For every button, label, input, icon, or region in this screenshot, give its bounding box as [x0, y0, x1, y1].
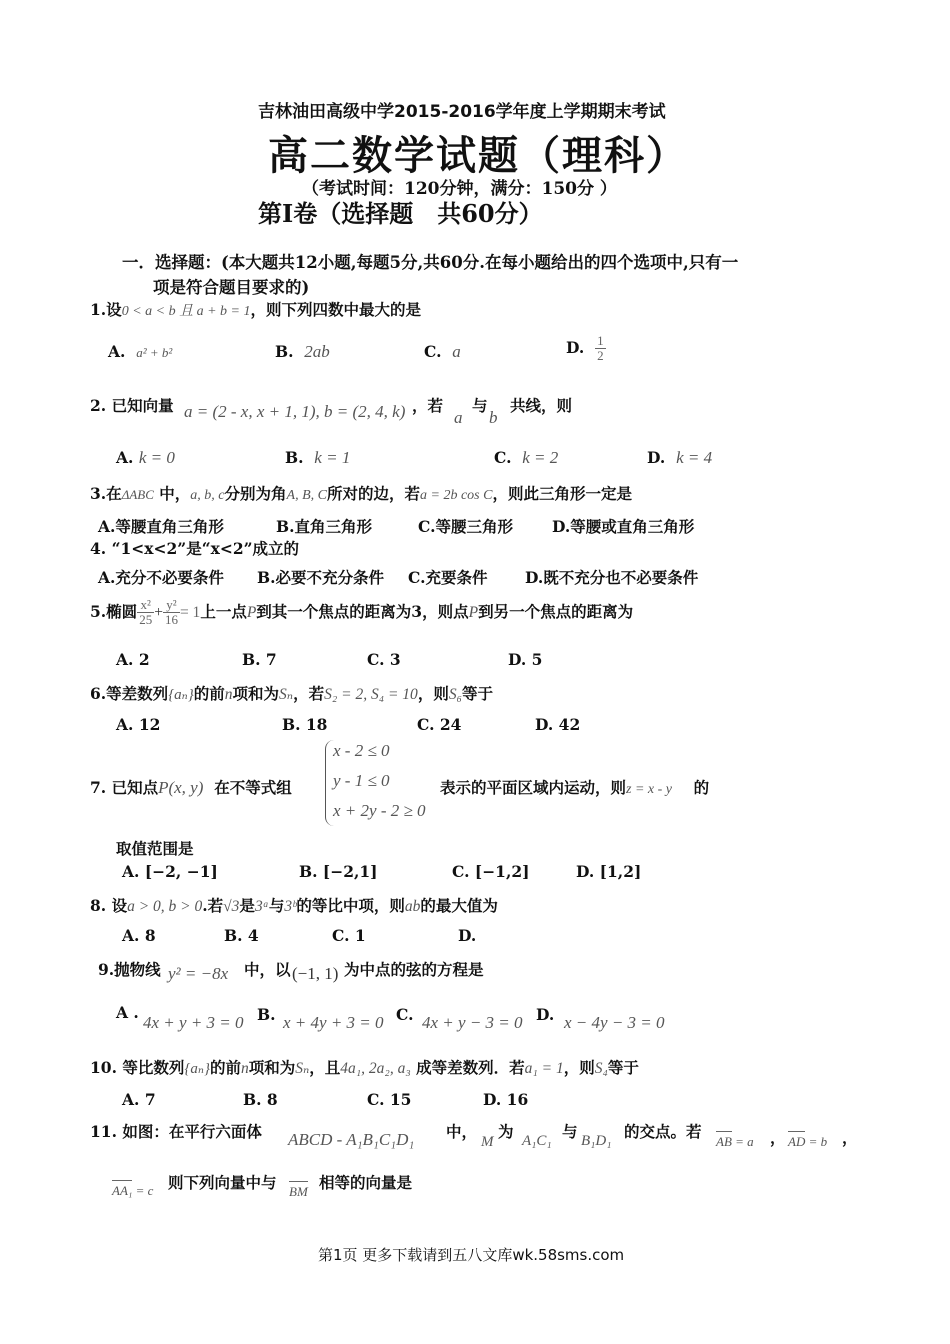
- q10-option-d: D. 16: [483, 1090, 529, 1109]
- q1-option-c: C. a: [424, 342, 461, 361]
- q11-vector-ab: AB = a: [716, 1134, 754, 1149]
- q7-text: 表示的平面区域内运动，则z = x - y 的: [440, 778, 710, 797]
- instruction-line-2: 项是符合题目要求的): [153, 278, 310, 297]
- q11-text-6: 相等的向量是: [319, 1173, 413, 1192]
- q2-with: 与: [472, 396, 488, 415]
- q2-vector-a: a: [454, 408, 463, 427]
- question-10: 10. 等比数列{aₙ}的前n项和为Sₙ，且4a₁, 2a₂, a₃ 成等差数列．若a₁ = 1，则S₄等于: [90, 1058, 639, 1077]
- q4-option-a: A.充分不必要条件: [98, 568, 224, 587]
- exam-info: （考试时间：120分钟，满分：150分 ）: [302, 179, 617, 199]
- q9-option-b: x + 4y + 3 = 0: [283, 1013, 384, 1032]
- q9-label-d: D.: [536, 1005, 555, 1024]
- q3-option-b: B.直角三角形: [276, 517, 372, 536]
- q7-option-d: D. [1,2]: [576, 862, 642, 881]
- q7-inequality-3: x + 2y - 2 ≥ 0: [333, 801, 426, 820]
- q10-option-b: B. 8: [243, 1090, 278, 1109]
- q11-comma-1: ，: [770, 1128, 786, 1147]
- q4-option-d: D.既不充分也不必要条件: [525, 568, 699, 587]
- page-footer: 第1页 更多下载请到五八文库wk.58sms.com: [318, 1246, 625, 1264]
- q6-option-b: B. 18: [282, 715, 328, 734]
- q11-vector-aa1: AA₁ = c: [112, 1183, 154, 1198]
- q7-option-c: C. [−1,2]: [452, 862, 530, 881]
- q1-condition: 0 < a < b 且 a + b = 1: [121, 304, 251, 319]
- q1-prefix: 1.设: [90, 300, 122, 319]
- question-4: 4. “1<x<2”是“x<2”成立的: [90, 539, 300, 558]
- q9-label-b: B.: [257, 1005, 276, 1024]
- q6-option-d: D. 42: [535, 715, 581, 734]
- q7-option-b: B. [−2,1]: [299, 862, 378, 881]
- question-3: 3.在ΔABC 中，a, b, c分别为角A, B, C所对的边，若a = 2b cos C，则此三角形一定是: [90, 484, 632, 503]
- q1-option-d: D. $\frac{1}{2}$: [566, 333, 604, 364]
- question-9: 9.抛物线: [98, 960, 161, 979]
- question-1: [90, 298, 421, 320]
- q3-option-c: C.等腰三角形: [418, 517, 513, 536]
- q4-option-b: B.必要不充分条件: [257, 568, 384, 587]
- q6-option-c: C. 24: [417, 715, 462, 734]
- question-2: 2. 已知向量: [90, 396, 174, 415]
- q10-option-a: A. 7: [122, 1090, 156, 1109]
- q7-inequality-2: y - 1 ≤ 0: [333, 771, 390, 790]
- q2-suffix: 共线，则: [510, 396, 573, 415]
- q4-option-c: C.充要条件: [408, 568, 488, 587]
- q9-midpoint: (−1, 1): [292, 964, 339, 983]
- q2-option-b: B. k = 1: [285, 448, 351, 467]
- q9-text-1: 中，以: [244, 960, 291, 979]
- q5-option-c: C. 3: [367, 650, 401, 669]
- section-title: 第Ⅰ卷（选择题 共60分）: [258, 199, 543, 228]
- q11-segment-ac: A₁C₁: [522, 1133, 552, 1149]
- q2-option-d: D. k = 4: [647, 448, 713, 467]
- q8-option-c: C. 1: [332, 926, 366, 945]
- q8-option-a: A. 8: [122, 926, 156, 945]
- q7-option-a: A. [−2, −1]: [122, 862, 218, 881]
- instruction-line-1: 一．选择题：(本大题共12小题,每题5分,共60分.在每小题给出的四个选项中,只有一: [122, 253, 739, 272]
- q9-text-2: 为中点的弦的方程是: [344, 960, 484, 979]
- q9-parabola: y² = −8x: [168, 964, 229, 983]
- q2-vector-b: b: [489, 408, 498, 427]
- q11-vector-bm: BM: [289, 1184, 308, 1199]
- q2-option-c: C. k = 2: [494, 448, 559, 467]
- q7-line-2: 取值范围是: [116, 839, 194, 858]
- q9-option-a: 4x + y + 3 = 0: [143, 1013, 244, 1032]
- q11-text-3: 与: [562, 1122, 578, 1141]
- question-8: 8. 设a > 0, b > 0.若√3是3ᵃ与3ᵇ的等比中项，则ab的最大值为: [90, 896, 498, 915]
- q11-text-4: 的交点。若: [624, 1122, 702, 1141]
- q9-option-d: x − 4y − 3 = 0: [564, 1013, 665, 1032]
- q7-inequality-1: x - 2 ≤ 0: [333, 741, 390, 760]
- q9-option-c: 4x + y − 3 = 0: [422, 1013, 523, 1032]
- q2-vectors: a = (2 - x, x + 1, 1), b = (2, 4, k): [184, 402, 406, 421]
- q1-option-a: A. a² + b²: [108, 342, 173, 361]
- school-header: 吉林油田高级中学2015-2016学年度上学期期末考试: [258, 102, 666, 122]
- q8-option-b: B. 4: [224, 926, 259, 945]
- exam-title: 高二数学试题（理科）: [268, 132, 688, 179]
- q11-text-2: 为: [498, 1122, 514, 1141]
- q10-option-c: C. 15: [367, 1090, 412, 1109]
- q11-solid: ABCD - A₁B₁C₁D₁: [288, 1130, 415, 1149]
- q8-option-d: D.: [458, 926, 477, 945]
- q11-point-m: M: [481, 1134, 494, 1150]
- question-6: 6.等差数列{aₙ}的前n项和为Sₙ，若S₂ = 2, S₄ = 10，则S₆等于: [90, 684, 493, 703]
- q6-option-a: A. 12: [116, 715, 161, 734]
- q5-option-b: B. 7: [242, 650, 277, 669]
- q9-label-c: C.: [396, 1005, 414, 1024]
- q2-option-a: A. k = 0: [116, 448, 175, 467]
- question-11: 11. 如图：在平行六面体: [90, 1122, 262, 1141]
- q11-segment-bd: B₁D₁: [581, 1133, 612, 1149]
- q3-option-a: A.等腰直角三角形: [98, 517, 224, 536]
- q2-text: ，若: [412, 396, 444, 415]
- q9-label-a: A .: [116, 1003, 139, 1022]
- q11-comma-2: ，: [842, 1128, 858, 1147]
- q11-vector-ad: AD = b: [788, 1134, 828, 1149]
- q5-option-a: A. 2: [116, 650, 150, 669]
- q3-option-d: D.等腰或直角三角形: [552, 517, 695, 536]
- q11-text-1: 中，: [446, 1122, 478, 1141]
- question-5: 5.椭圆 $\frac{\text{x²}}{25}$ + $\frac{\text{y²}}{16}$ = 1上一点P到其一个焦点的距离为3，则点P到另一个焦点的距离为: [90, 597, 634, 628]
- q1-suffix: ，则下列四数中最大的是: [250, 300, 421, 319]
- q1-option-b: B. 2ab: [275, 342, 330, 361]
- q11-text-5: 则下列向量中与: [168, 1173, 277, 1192]
- q5-option-d: D. 5: [508, 650, 543, 669]
- question-7: 7. 已知点P(x, y) 在不等式组: [90, 778, 292, 797]
